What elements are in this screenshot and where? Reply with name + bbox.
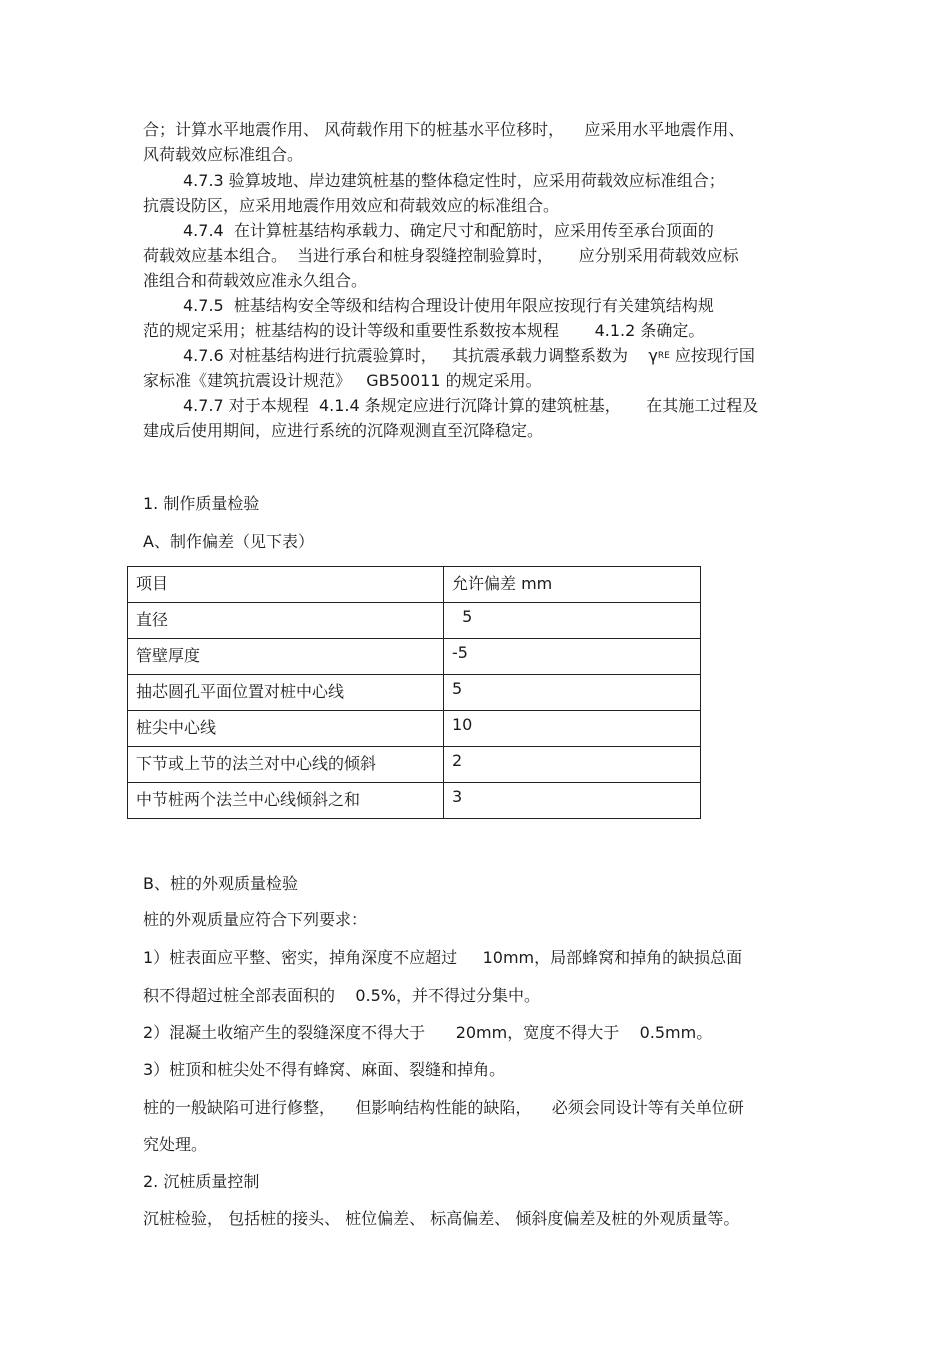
clause-text: 4.7.6 对桩基结构进行抗震验算时， 其抗震承载力调整系数为 γ xyxy=(183,346,658,365)
table-header-cell: 允许偏差 mm xyxy=(444,567,701,603)
table-cell-item: 桩尖中心线 xyxy=(128,711,444,747)
tolerance-table xyxy=(127,566,701,819)
paragraph-line: 建成后使用期间，应进行系统的沉降观测直至沉降稳定。 xyxy=(143,421,544,440)
clause-4-7-6 xyxy=(183,346,755,366)
table-cell-value: 5 xyxy=(444,675,701,711)
paragraph-line: 桩的一般缺陷可进行修整， 但影响结构性能的缺陷， 必须会同设计等有关单位研 xyxy=(143,1098,744,1117)
table-cell-value: 2 xyxy=(444,747,701,783)
table-cell-value: 5 xyxy=(444,603,701,639)
table-cell-item: 下节或上节的法兰对中心线的倾斜 xyxy=(128,747,444,783)
section-heading: 2. 沉桩质量控制 xyxy=(143,1172,260,1191)
clause-4-7-5: 4.7.5 桩基结构安全等级和结构合理设计使用年限应按现行有关建筑结构规 xyxy=(183,296,714,315)
list-item: 2）混凝土收缩产生的裂缝深度不得大于 20mm，宽度不得大于 0.5mm。 xyxy=(143,1023,713,1042)
clause-4-7-4: 4.7.4 在计算桩基结构承载力、确定尺寸和配筋时，应采用传至承台顶面的 xyxy=(183,221,714,240)
table-row xyxy=(128,783,701,819)
table-header-row xyxy=(128,567,701,603)
paragraph-line: 荷载效应基本组合。 当进行承台和桩身裂缝控制验算时， 应分别采用荷载效应标 xyxy=(143,246,739,265)
table-cell-item: 直径 xyxy=(128,603,444,639)
paragraph-line: 究处理。 xyxy=(143,1135,208,1154)
table-cell-value: 3 xyxy=(444,783,701,819)
table-row xyxy=(128,711,701,747)
paragraph-line: 抗震设防区，应采用地震作用效应和荷载效应的标准组合。 xyxy=(143,196,560,215)
list-item-continuation: 积不得超过桩全部表面积的 0.5%，并不得过分集中。 xyxy=(143,986,540,1005)
table-cell-item: 管壁厚度 xyxy=(128,639,444,675)
list-item: 3）桩顶和桩尖处不得有蜂窝、麻面、裂缝和掉角。 xyxy=(143,1060,506,1079)
clause-text: 应按现行国 xyxy=(669,346,755,365)
table-header-cell: 项目 xyxy=(128,567,444,603)
table-row xyxy=(128,603,701,639)
paragraph-line: 范的规定采用；桩基结构的设计等级和重要性系数按本规程 4.1.2 条确定。 xyxy=(143,321,705,340)
paragraph-line: 准组合和荷载效应准永久组合。 xyxy=(143,271,368,290)
subsection-heading: B、桩的外观质量检验 xyxy=(143,874,298,893)
table-cell-item: 抽芯圆孔平面位置对桩中心线 xyxy=(128,675,444,711)
table-row xyxy=(128,639,701,675)
clause-4-7-3: 4.7.3 验算坡地、岸边建筑桩基的整体稳定性时，应采用荷载效应标准组合； xyxy=(183,171,725,190)
clause-4-7-7: 4.7.7 对于本规程 4.1.4 条规定应进行沉降计算的建筑桩基， 在其施工过程及 xyxy=(183,396,759,415)
table-cell-value: 10 xyxy=(444,711,701,747)
paragraph-line: 桩的外观质量应符合下列要求： xyxy=(143,910,368,929)
subsection-heading: A、制作偏差（见下表） xyxy=(143,532,314,551)
paragraph-line: 风荷载效应标准组合。 xyxy=(143,145,304,164)
paragraph-line: 合；计算水平地震作用、 风荷载作用下的桩基水平位移时， 应采用水平地震作用、 xyxy=(143,120,745,139)
subscript-re: RE xyxy=(657,351,670,361)
paragraph-line: 沉桩检验， 包括桩的接头、 桩位偏差、 标高偏差、 倾斜度偏差及桩的外观质量等。 xyxy=(143,1209,740,1228)
list-item: 1）桩表面应平整、密实，掉角深度不应超过 10mm，局部蜂窝和掉角的缺损总面 xyxy=(143,948,743,967)
table-cell-item: 中节桩两个法兰中心线倾斜之和 xyxy=(128,783,444,819)
section-heading: 1. 制作质量检验 xyxy=(143,494,260,513)
table-row xyxy=(128,747,701,783)
table-cell-value: -5 xyxy=(444,639,701,675)
paragraph-line: 家标准《建筑抗震设计规范》 GB50011 的规定采用。 xyxy=(143,371,542,390)
table-row xyxy=(128,675,701,711)
